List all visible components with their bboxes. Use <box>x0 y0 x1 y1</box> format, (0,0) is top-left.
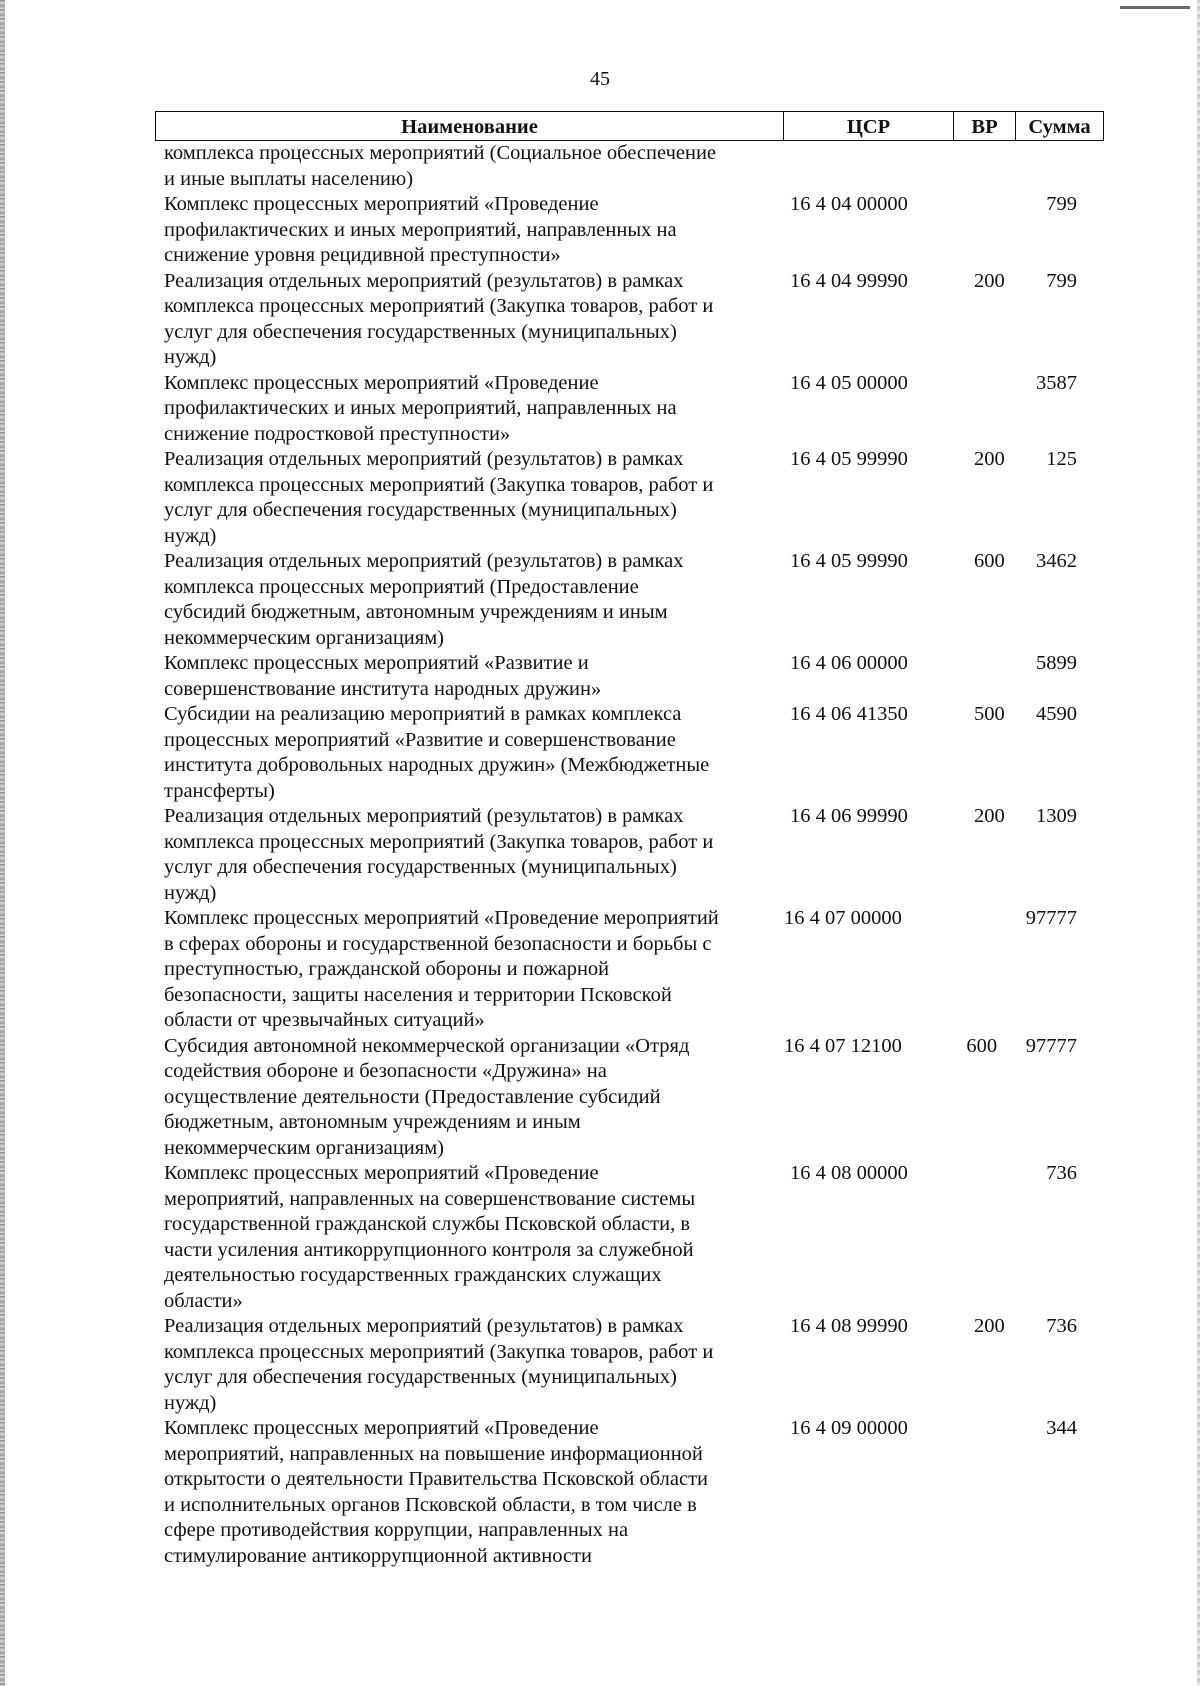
cell-csr: 16 4 09 00000 <box>790 1417 908 1439</box>
cell-sum: 3587 <box>1036 371 1077 394</box>
table-row <box>155 549 1104 651</box>
cell-name-line: совершенствование института народных дружин» <box>164 677 602 700</box>
cell-name-line: Реализация отдельных мероприятий (результатов) в рамках <box>164 448 684 470</box>
cell-vr: 500 <box>974 703 1005 725</box>
cell-name <box>155 269 790 371</box>
cell-name-line: нужд) <box>164 524 217 547</box>
scan-edge-left <box>0 0 5 1686</box>
cell-name-line: комплекса процессных мероприятий (Закупка товаров, работ и <box>164 295 714 317</box>
cell-csr: 16 4 08 99990 <box>790 1315 908 1337</box>
cell-name-line: Комплекс процессных мероприятий «Проведение <box>164 193 599 215</box>
cell-vr <box>968 1161 1034 1314</box>
cell-name <box>155 1416 790 1569</box>
table-header <box>155 111 1104 141</box>
cell-sum <box>1034 141 1104 192</box>
cell-name-line: Субсидия автономной некоммерческой организации «Отряд <box>164 1034 690 1057</box>
table-row <box>155 192 1104 269</box>
cell-sum: 799 <box>1046 269 1077 292</box>
cell-name <box>155 447 790 549</box>
cell-csr: 16 4 04 99990 <box>790 269 908 292</box>
cell-name-line: Реализация отдельных мероприятий (результатов) в рамках <box>164 805 684 827</box>
cell-name-line: Комплекс процессных мероприятий «Проведение мероприятий <box>164 907 719 929</box>
cell-vr <box>960 906 1025 1034</box>
cell-name <box>155 804 790 906</box>
cell-name-line: осуществление деятельности (Предоставление субсидий <box>164 1085 661 1108</box>
cell-vr <box>968 192 1034 269</box>
cell-name-line: Комплекс процессных мероприятий «Проведение <box>164 1162 599 1184</box>
table-row <box>155 804 1104 906</box>
table-row <box>155 269 1104 371</box>
cell-name-line: комплекса процессных мероприятий (Закупка товаров, работ и <box>164 830 714 853</box>
cell-name-line: Реализация отдельных мероприятий (результатов) в рамках <box>164 1315 684 1337</box>
cell-name-line: комплекса процессных мероприятий (Закупка товаров, работ и <box>164 473 714 496</box>
cell-csr: 16 4 06 99990 <box>790 805 908 827</box>
cell-csr: 16 4 05 00000 <box>790 371 908 394</box>
cell-csr: 16 4 06 00000 <box>790 652 908 674</box>
cell-name-line: деятельностью государственных гражданских служащих <box>164 1264 662 1286</box>
cell-name-line: процессных мероприятий «Развитие и совершенствование <box>164 728 676 751</box>
cell-name <box>155 141 790 192</box>
cell-sum: 1309 <box>1036 805 1077 827</box>
cell-name-line: бюджетным, автономным учреждениям и иным <box>164 1111 581 1133</box>
cell-name-line: области от чрезвычайных ситуаций» <box>164 1009 485 1031</box>
scan-mark-top <box>1120 6 1190 9</box>
cell-name-line: комплекса процессных мероприятий (Предоставление <box>164 575 639 598</box>
cell-name-line: Субсидии на реализацию мероприятий в рамках комплекса <box>164 703 682 725</box>
cell-csr: 16 4 07 00000 <box>784 907 902 929</box>
cell-name <box>155 192 790 269</box>
table-body <box>155 141 1104 1569</box>
budget-table <box>155 111 1104 1569</box>
cell-vr: 600 <box>966 1034 998 1057</box>
table-row <box>155 447 1104 549</box>
cell-name-line: Комплекс процессных мероприятий «Развитие и <box>164 652 589 674</box>
cell-name <box>155 651 790 702</box>
cell-name-line: нужд) <box>164 1391 217 1414</box>
table-row <box>155 371 1104 448</box>
cell-name-line: и исполнительных органов Псковской области, в том числе в <box>164 1493 697 1516</box>
cell-name-line: комплекса процессных мероприятий (Закупка товаров, работ и <box>164 1340 714 1363</box>
cell-name <box>155 371 790 448</box>
cell-vr: 200 <box>974 269 1005 292</box>
cell-sum: 97777 <box>1025 907 1077 929</box>
cell-csr: 16 4 07 12100 <box>784 1034 902 1057</box>
cell-vr <box>968 141 1034 192</box>
cell-name-line: сфере противодействия коррупции, направленных на <box>164 1519 629 1541</box>
cell-name-line: услуг для обеспечения государственных (муниципальных) <box>164 1366 677 1388</box>
cell-name <box>155 1161 790 1314</box>
header-vr: ВР <box>954 112 1016 140</box>
cell-name-line: стимулирование антикоррупционной активности <box>164 1544 592 1567</box>
cell-name-line: некоммерческим организациям) <box>164 626 444 649</box>
cell-sum: 97777 <box>1025 1034 1077 1057</box>
cell-name-line: услуг для обеспечения государственных (муниципальных) <box>164 499 677 521</box>
table-row <box>155 702 1104 804</box>
cell-vr <box>968 371 1034 448</box>
cell-vr: 200 <box>974 805 1005 827</box>
cell-sum: 125 <box>1046 448 1077 470</box>
cell-vr: 200 <box>974 448 1005 470</box>
table-row <box>155 1314 1104 1416</box>
cell-sum: 5899 <box>1036 652 1077 674</box>
cell-name-line: безопасности, защиты населения и территории Псковской <box>164 983 672 1006</box>
header-sum: Сумма <box>1028 116 1091 138</box>
cell-name-line: части усиления антикоррупционного контроля за служебной <box>164 1238 694 1261</box>
cell-csr: 16 4 08 00000 <box>790 1162 908 1184</box>
cell-name-line: института добровольных народных дружин» (Межбюджетные <box>164 754 710 776</box>
cell-name-line: субсидий бюджетным, автономным учреждениям и иным <box>164 601 668 623</box>
cell-name-line: снижение подростковой преступности» <box>164 422 511 445</box>
table-row <box>155 1416 1104 1569</box>
cell-name-line: Реализация отдельных мероприятий (результатов) в рамках <box>164 550 684 572</box>
cell-name-line: в сферах обороны и государственной безопасности и борьбы с <box>164 932 712 955</box>
cell-name-line: нужд) <box>164 881 217 904</box>
cell-name <box>155 906 784 1034</box>
cell-name-line: Реализация отдельных мероприятий (результатов) в рамках <box>164 269 684 292</box>
cell-vr <box>968 1416 1034 1569</box>
cell-name-line: трансферты) <box>164 779 275 802</box>
header-name: Наименование <box>156 112 784 140</box>
table-row <box>155 906 1104 1034</box>
cell-name-line: государственной гражданской службы Псковской области, в <box>164 1213 690 1235</box>
header-csr: ЦСР <box>784 112 954 140</box>
cell-csr: 16 4 05 99990 <box>790 550 908 572</box>
cell-csr: 16 4 04 00000 <box>790 193 908 215</box>
table-row <box>155 1161 1104 1314</box>
cell-name-line: снижение уровня рецидивной преступности» <box>164 244 561 266</box>
cell-name-line: Комплекс процессных мероприятий «Проведение <box>164 371 599 394</box>
cell-name-line: комплекса процессных мероприятий (Социальное обеспечение <box>164 142 717 164</box>
cell-name <box>155 1034 784 1162</box>
cell-name-line: нужд) <box>164 346 217 368</box>
cell-csr <box>790 141 968 192</box>
cell-name-line: мероприятий, направленных на совершенствование системы <box>164 1187 696 1210</box>
cell-vr: 600 <box>974 550 1005 572</box>
cell-sum: 344 <box>1046 1417 1077 1439</box>
cell-name-line: некоммерческим организациям) <box>164 1136 444 1159</box>
cell-name <box>155 549 790 651</box>
cell-name-line: преступностью, гражданской обороны и пожарной <box>164 958 610 980</box>
page-number: 45 <box>590 68 610 90</box>
cell-sum: 736 <box>1046 1315 1077 1337</box>
table-row <box>155 141 1104 192</box>
cell-name-line: Комплекс процессных мероприятий «Проведение <box>164 1417 599 1439</box>
cell-name <box>155 702 790 804</box>
cell-name-line: услуг для обеспечения государственных (муниципальных) <box>164 856 677 878</box>
cell-name-line: открытости о деятельности Правительства Псковской области <box>164 1468 709 1490</box>
cell-name-line: профилактических и иных мероприятий, направленных на <box>164 218 677 241</box>
cell-name-line: услуг для обеспечения государственных (муниципальных) <box>164 320 677 343</box>
cell-name-line: профилактических и иных мероприятий, направленных на <box>164 397 677 419</box>
cell-csr: 16 4 06 41350 <box>790 703 908 725</box>
cell-name-line: содействия обороне и безопасности «Дружина» на <box>164 1060 607 1082</box>
cell-name-line: мероприятий, направленных на повышение информационной <box>164 1442 703 1465</box>
cell-vr: 200 <box>974 1315 1005 1337</box>
table-row <box>155 651 1104 702</box>
cell-name-line: области» <box>164 1289 243 1312</box>
cell-sum: 3462 <box>1036 550 1077 572</box>
cell-sum: 799 <box>1046 193 1077 215</box>
cell-sum: 4590 <box>1036 703 1077 725</box>
table-row <box>155 1034 1104 1162</box>
cell-name <box>155 1314 790 1416</box>
cell-csr: 16 4 05 99990 <box>790 448 908 470</box>
cell-sum: 736 <box>1046 1162 1077 1184</box>
cell-name-line: и иные выплаты населению) <box>164 167 414 190</box>
cell-vr <box>968 651 1034 702</box>
